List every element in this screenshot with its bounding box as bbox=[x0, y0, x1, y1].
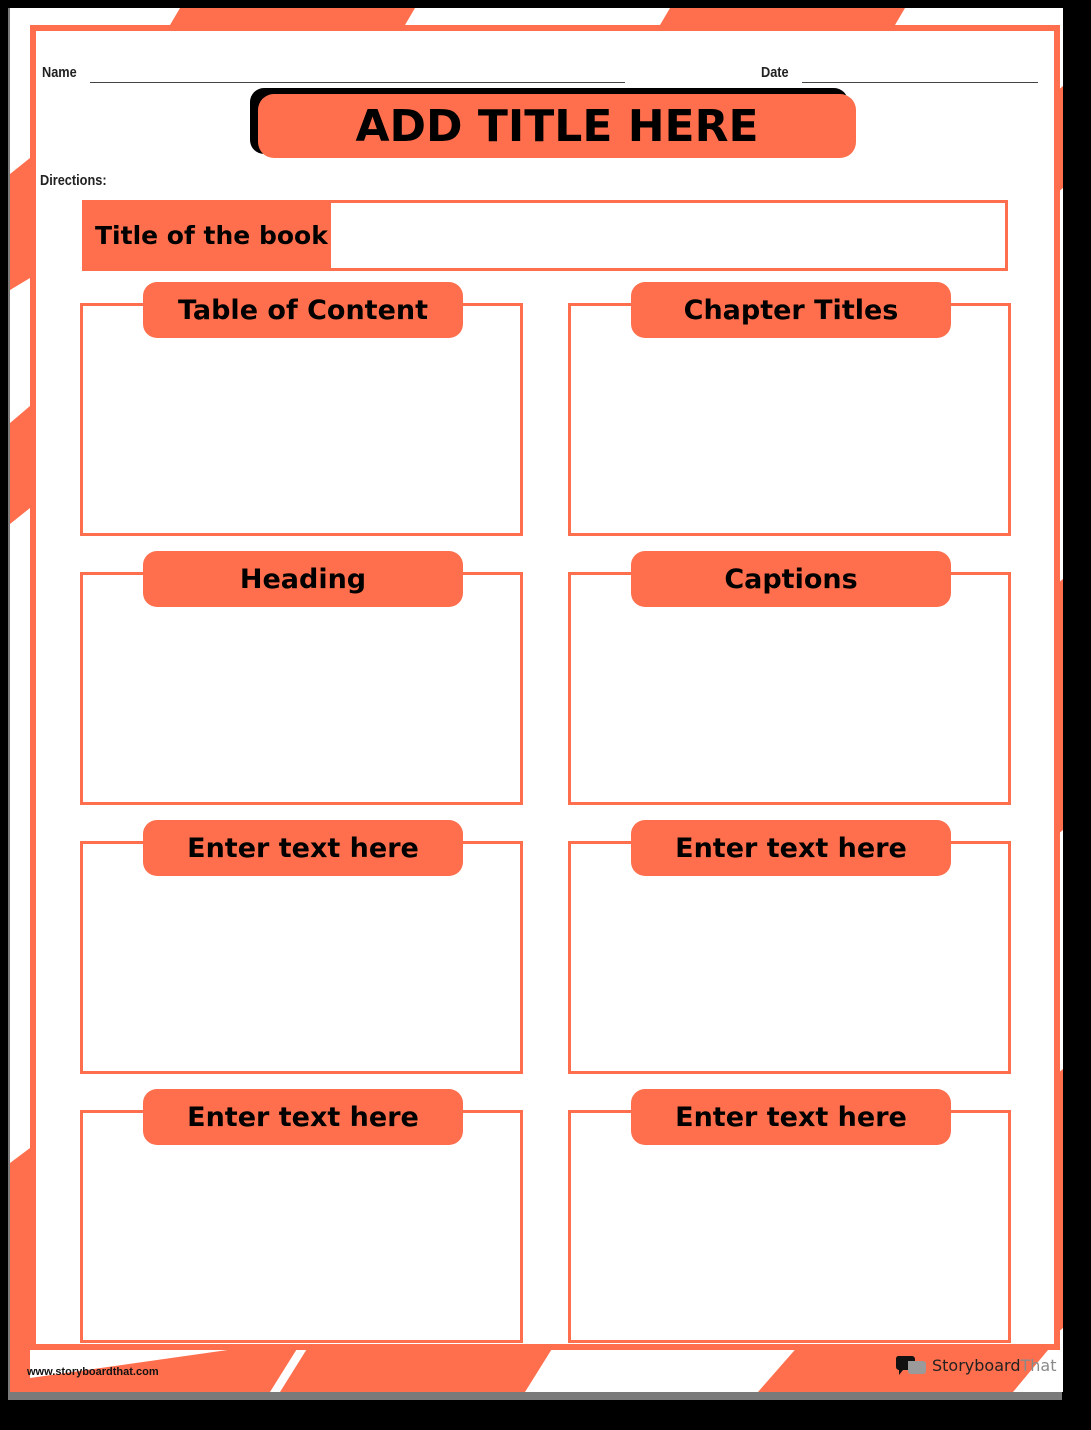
box-content-area[interactable] bbox=[571, 844, 1008, 1071]
box-heading: Enter text here bbox=[187, 832, 419, 864]
box-custom-2 bbox=[568, 832, 1011, 1074]
box-content-area[interactable] bbox=[83, 844, 520, 1071]
box-content-area[interactable] bbox=[571, 306, 1008, 533]
box-heading: Chapter Titles bbox=[683, 294, 899, 326]
directions-label: Directions: bbox=[40, 172, 107, 189]
speech-bubbles-icon bbox=[896, 1354, 928, 1376]
storyboardthat-logo[interactable] bbox=[896, 1354, 1056, 1376]
book-title-row bbox=[82, 200, 1008, 271]
box-heading: Table of Content bbox=[177, 294, 429, 326]
book-title-label-cell bbox=[85, 203, 331, 268]
box-heading: Enter text here bbox=[187, 1101, 419, 1133]
box-heading: Heading bbox=[239, 563, 367, 595]
box-heading: Captions bbox=[724, 563, 858, 595]
box-table-of-content bbox=[80, 294, 523, 536]
footer-url[interactable]: www.storyboardthat.com bbox=[27, 1366, 159, 1378]
box-content-area[interactable] bbox=[83, 575, 520, 802]
box-content-area[interactable] bbox=[83, 306, 520, 533]
box-content-area[interactable] bbox=[571, 1113, 1008, 1340]
book-title-label: Title of the book bbox=[95, 221, 328, 250]
box-custom-3 bbox=[80, 1101, 523, 1343]
date-field[interactable] bbox=[802, 82, 1038, 83]
box-captions bbox=[568, 563, 1011, 805]
date-label: Date bbox=[761, 64, 789, 81]
book-title-field[interactable] bbox=[331, 203, 1005, 268]
box-chapter-titles bbox=[568, 294, 1011, 536]
box-custom-4 bbox=[568, 1101, 1011, 1343]
box-content-area[interactable] bbox=[83, 1113, 520, 1340]
box-heading: Enter text here bbox=[675, 1101, 907, 1133]
logo-text: StoryboardThat bbox=[932, 1355, 1057, 1375]
page-title: ADD TITLE HERE bbox=[355, 100, 759, 152]
box-heading bbox=[80, 563, 523, 805]
name-field[interactable] bbox=[90, 82, 625, 83]
box-content-area[interactable] bbox=[571, 575, 1008, 802]
box-custom-1 bbox=[80, 832, 523, 1074]
title-banner[interactable] bbox=[258, 94, 856, 158]
page-shadow bbox=[8, 1392, 1062, 1400]
box-heading: Enter text here bbox=[675, 832, 907, 864]
name-label: Name bbox=[42, 64, 77, 81]
